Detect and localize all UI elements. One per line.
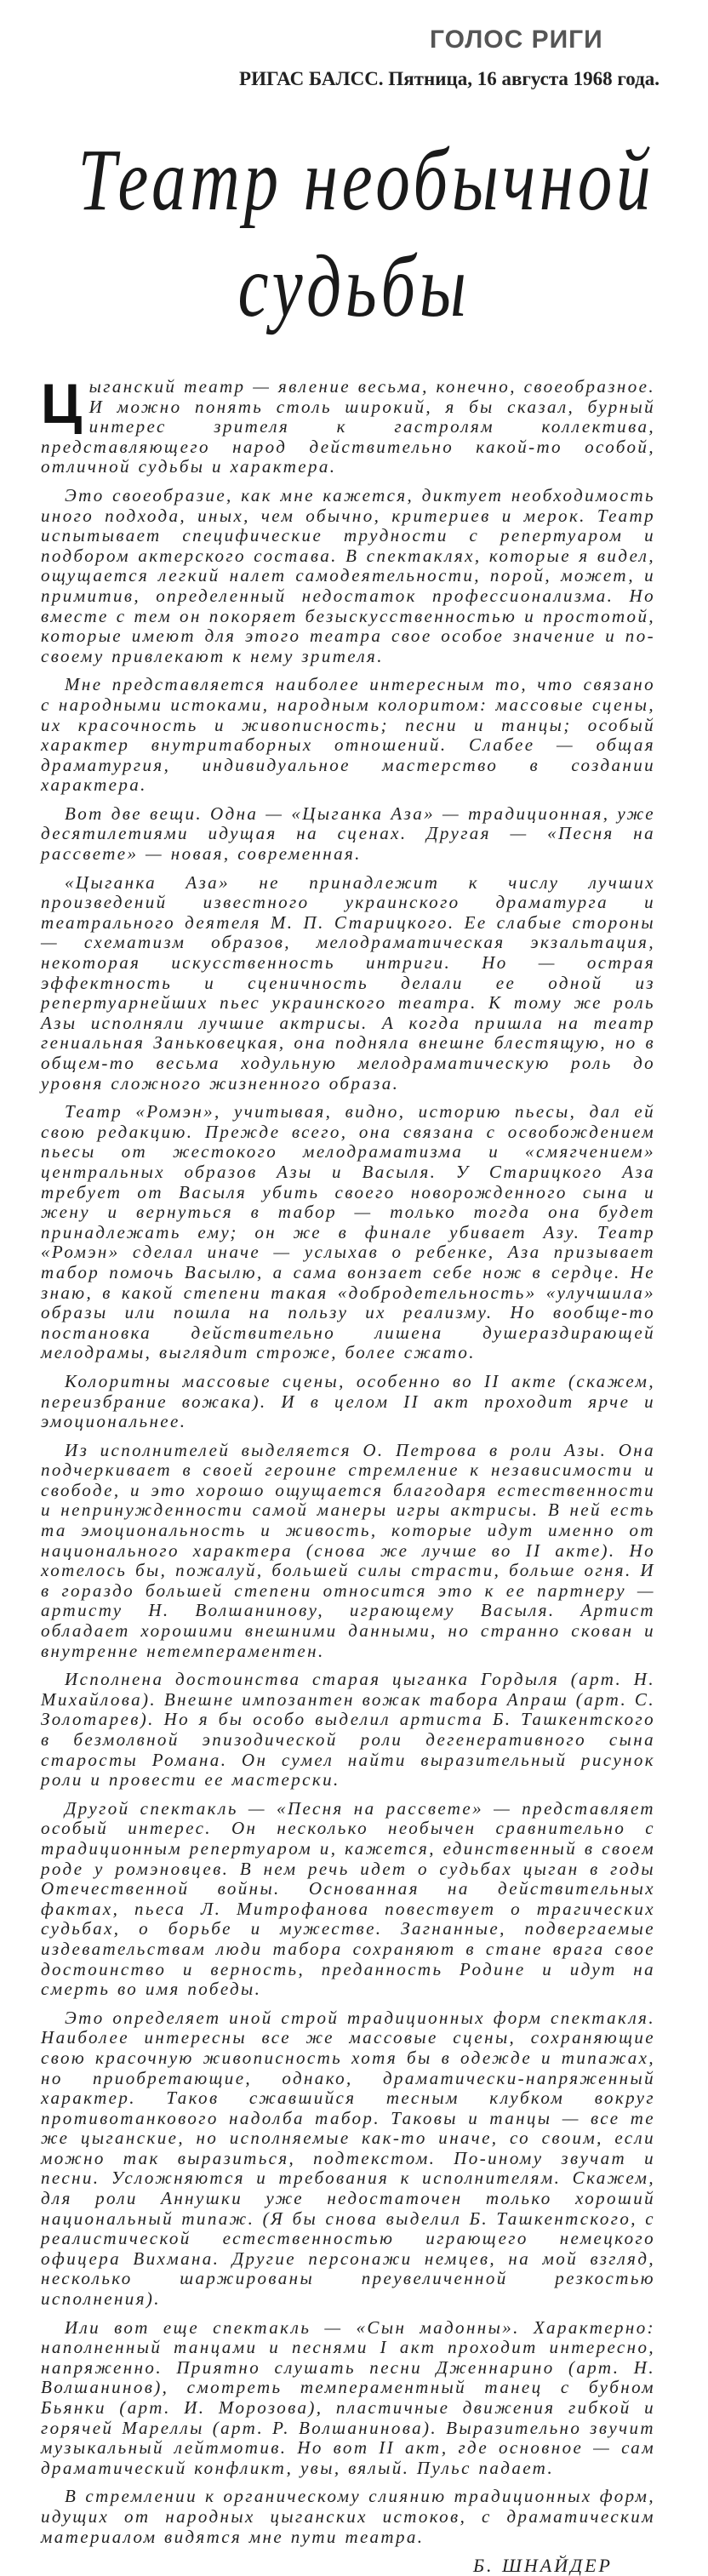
paragraph: Другой спектакль — «Песня на рассвете» — представляет особый интерес. Он несколько необычен сравнительно с традиционным репертуаром и, кажется, единственный в своем роде у ромэновцев. В нем речь идет о судьбах цыган в годы Отечественной войны. Основанная на действительных фактах, пьеса Л. Митрофанова повествует о трагических судьбах, о борьбе и мужестве. Загнанные, подвергаемые издевательствам люди табора сохраняют в стане врага свое достоинство и верность, преданность Родине и идут на смерть во имя победы. [41, 1797, 655, 2000]
newspaper-stamp: ГОЛОС РИГИ [430, 26, 603, 54]
paragraph [41, 372, 655, 477]
paragraph: Это определяет иной строй традиционных форм спектакля. Наиболее интересны все же массовые сцены, сохраняющие свою красочную живописность хотя бы в одежде и типажах, но приобретающие, однако, драматически-напряженный характер. Таков сжавшийся тесным клубком вокруг противотанкового надолба табор. Таковы и танцы — все те же цыганские, но исполняемые как-то иначе, со своим, если можно так выразиться, подтекстом. По-иному звучат и песни. Усложняются и требования к исполнителям. Скажем, для роли Аннушки уже недостаточен только хороший национальный типаж. (Я бы снова выделил Б. Ташкентского, с реалистической естественностью играющего немецкого офицера Вихмана. Другие персонажи немцев, на мой взгляд, несколько шаржированы преувеличенной резкостью исполнения). [41, 2007, 655, 2310]
paragraph: Или вот еще спектакль — «Сын мадонны». Характерно: наполненный танцами и песнями I акт проходит интересно, напряженно. Приятно слушать песни Дженнарино (арт. Н. Волшанинов), смотреть темпераментный танец с бубном Бьянки (арт. И. Морозова), пластичные движения гибкой и горячей Мареллы (арт. Р. Волшанинова). Выразительно звучит музыкальный лейтмотив. Но вот II акт, где основное — сам драматический конфликт, увы, вялый. Пульс падает. [41, 2316, 655, 2478]
paragraph: Это своеобразие, как мне кажется, диктует необходимость иного подхода, иных, чем обычно, критериев и мерок. Театр испытывает специфические трудности с репертуаром и подбором актерского состава. В спектаклях, которые я видел, ощущается легкий налет самодеятельности, порой, может, и примитив, определенный недостаток профессионализма. Но вместе с тем он покоряет безыскусственностью и простотой, которые имеют для этого театра свое особое значение и по-своему привлекают к нему зрителя. [41, 484, 655, 666]
paragraph: Театр «Ромэн», учитывая, видно, историю пьесы, дал ей свою редакцию. Прежде всего, она связана с освобождением пьесы от жестокого мелодраматизма и «смягчением» центральных образов Азы и Васыля. У Старицкого Аза требует от Васыля убить своего новорожденного сына и жену и вернуться в табор — только тогда она будет принадлежать ему; он же в финале убивает Азу. Театр «Ромэн» сделал иначе — услыхав о ребенке, Аза призывает табор помочь Васылю, а сама вонзает себе нож в сердце. Не знаю, в какой степени такая «добродетельность» «улучшила» образы или пошла на пользу их реализму. Но вообще-то постановка действительно лишена душераздирающей мелодрамы, выглядит строже, более сжато. [41, 1101, 655, 1363]
paragraph: «Цыганка Аза» не принадлежит к числу лучших произведений известного украинского драматурга и театрального деятеля М. П. Старицкого. Ее слабые стороны — схематизм образов, мелодраматическая экзальтация, некоторая искусственность интриги. Но — острая эффектность и сценичность делали ее одной из репертуарнейших пьес украинского театра. К тому же роль Азы исполняли лучшие актрисы. А когда пришла на театр гениальная Заньковецкая, она подняла внешне блестящую, но в общем-то весьма ходульную мелодраматическую роль до уровня сложного жизненного образа. [41, 871, 655, 1094]
headline-line-1: Театр необычной [77, 131, 655, 229]
paragraph: Исполнена достоинства старая цыганка Гордыля (арт. Н. Михайлова). Внешне импозантен вожак табора Апраш (арт. С. Золотарев). Но я бы особо выделил артиста Б. Ташкентского в безмолвной эпизодической роли дегенеративного сына старосты Романа. Он сумел найти выразительный рисунок роли и провести ее мастерски. [41, 1669, 655, 1791]
author-signature: Б. ШНАЙДЕР [472, 2555, 613, 2576]
article-body [41, 372, 655, 2576]
paragraph: Мне представляется наиболее интересным то, что связано с народными истоками, народным колоритом: массовые сцены, их красочность и живописность; песни и танцы; особый характер внутритаборных отношений. Слабее — общая драматургия, индивидуальное мастерство в создании характера. [41, 674, 655, 796]
paragraph-text: ыганский театр — явление весьма, конечно, своеобразное. И можно понять столь широкий, я бы сказал, бурный интерес зрителя к гастролям коллектива, представляющего народ действительно какой-то особой, отличной судьбы и характера. [41, 376, 655, 477]
paragraph: Вот две вещи. Одна — «Цыганка Аза» — традиционная, уже десятилетиями идущая на сценах. Другая — «Песня на рассвете» — новая, современная. [41, 803, 655, 865]
drop-cap: Ц [41, 372, 84, 435]
paragraph: Из исполнителей выделяется О. Петрова в роли Азы. Она подчеркивает в своей героине стремление к независимости и свободе, и это хорошо ощущается благодаря естественности и непринужденности самой манеры игры актрисы. В ней есть та эмоциональность и живость, которые идут именно от национального характера (снова же лучше во II акте). Но хотелось бы, пожалуй, большей силы страсти, больше огня. И в гораздо большей степени относится это к ее партнеру — артисту Н. Волшанинову, играющему Васыля. Артист обладает хорошими внешними данными, но странно скован и внутренне нетемпераментен. [41, 1439, 655, 1661]
headline-line-2: судьбы [237, 237, 471, 335]
paragraph: Колоритны массовые сцены, особенно во II акте (скажем, переизбрание вожака). И в целом II акт проходит ярче и эмоциональнее. [41, 1370, 655, 1432]
dateline: РИГАС БАЛСС. Пятница, 16 августа 1968 года. [239, 68, 659, 89]
paragraph: В стремлении к органическому слиянию традиционных форм, идущих от народных цыганских истоков, с драматическим материалом видятся мне пути театра. [41, 2486, 655, 2547]
